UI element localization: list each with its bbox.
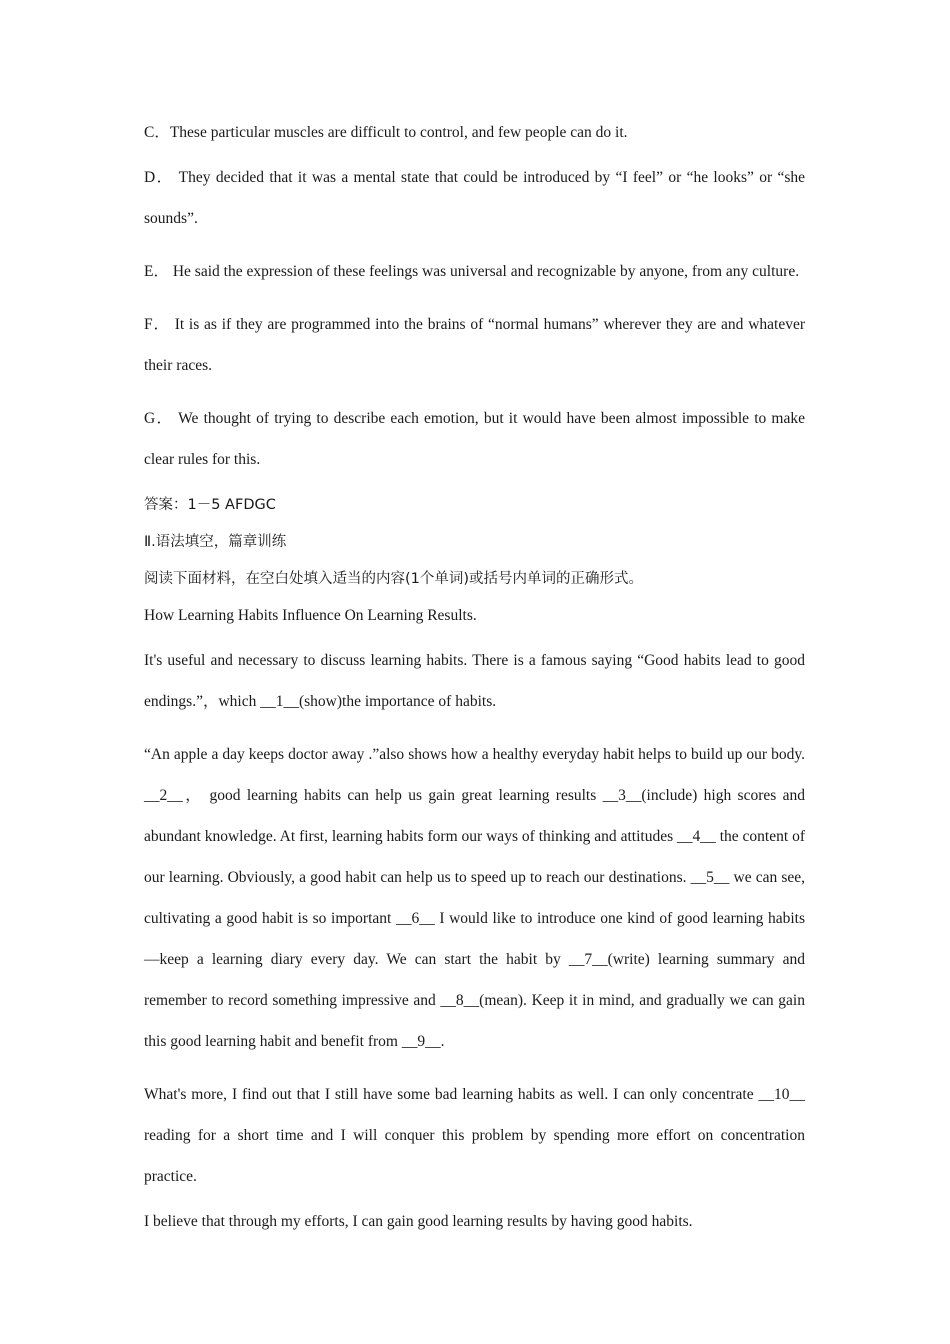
option-c: C．These particular muscles are difficult to control, and few people can do it. [144,124,628,141]
passage-paragraph-2: “An apple a day keeps doctor away .”also shows how a healthy everyday habit helps to build up our body. __2__， good learning habits can help us gain great learning results __3__(include) high scores and abundant knowledge. At first, learning habits form our ways of thinking and attitudes __4__ the content of our learning. Obviously, a good habit can help us to speed up to reach our destinations. __5__ we can see, cultivating a good habit is so important __6__ I would like to introduce one kind of good learning habits—keep a learning diary every day. We can start the habit by __7__(write) learning summary and remember to record something impressive and __8__(mean). Keep it in mind, and gradually we can gain this good learning habit and benefit from __9__. [144,746,805,1050]
section-heading: Ⅱ.语法填空，篇章训练 [144,534,287,550]
instruction: 阅读下面材料，在空白处填入适当的内容(1个单词)或括号内单词的正确形式。 [144,571,644,587]
document-page [144,120,805,1246]
option-g: G． We thought of trying to describe each emotion, but it would have been almost impossible to make clear rules for this. [144,410,805,468]
passage-paragraph-1: It's useful and necessary to discuss learning habits. There is a famous saying “Good habits lead to good endings.”，which __1__(show)the importance of habits. [144,652,805,710]
option-e: E． He said the expression of these feelings was universal and recognizable by anyone, from any culture. [144,263,800,280]
option-d: D． They decided that it was a mental state that could be introduced by “I feel” or “he looks” or “she sounds”. [144,169,805,227]
passage-title: How Learning Habits Influence On Learning Results. [144,607,477,624]
passage-paragraph-3: What's more, I find out that I still have some bad learning habits as well. I can only concentrate __10__ reading for a short time and I will conquer this problem by spending more effort on concentration practice. [144,1086,805,1185]
passage-paragraph-4: I believe that through my efforts, I can gain good learning results by having good habits. [144,1213,693,1230]
answer-line: 答案：1－5 AFDGC [144,497,276,513]
option-f: F． It is as if they are programmed into the brains of “normal humans” wherever they are and whatever their races. [144,316,805,374]
